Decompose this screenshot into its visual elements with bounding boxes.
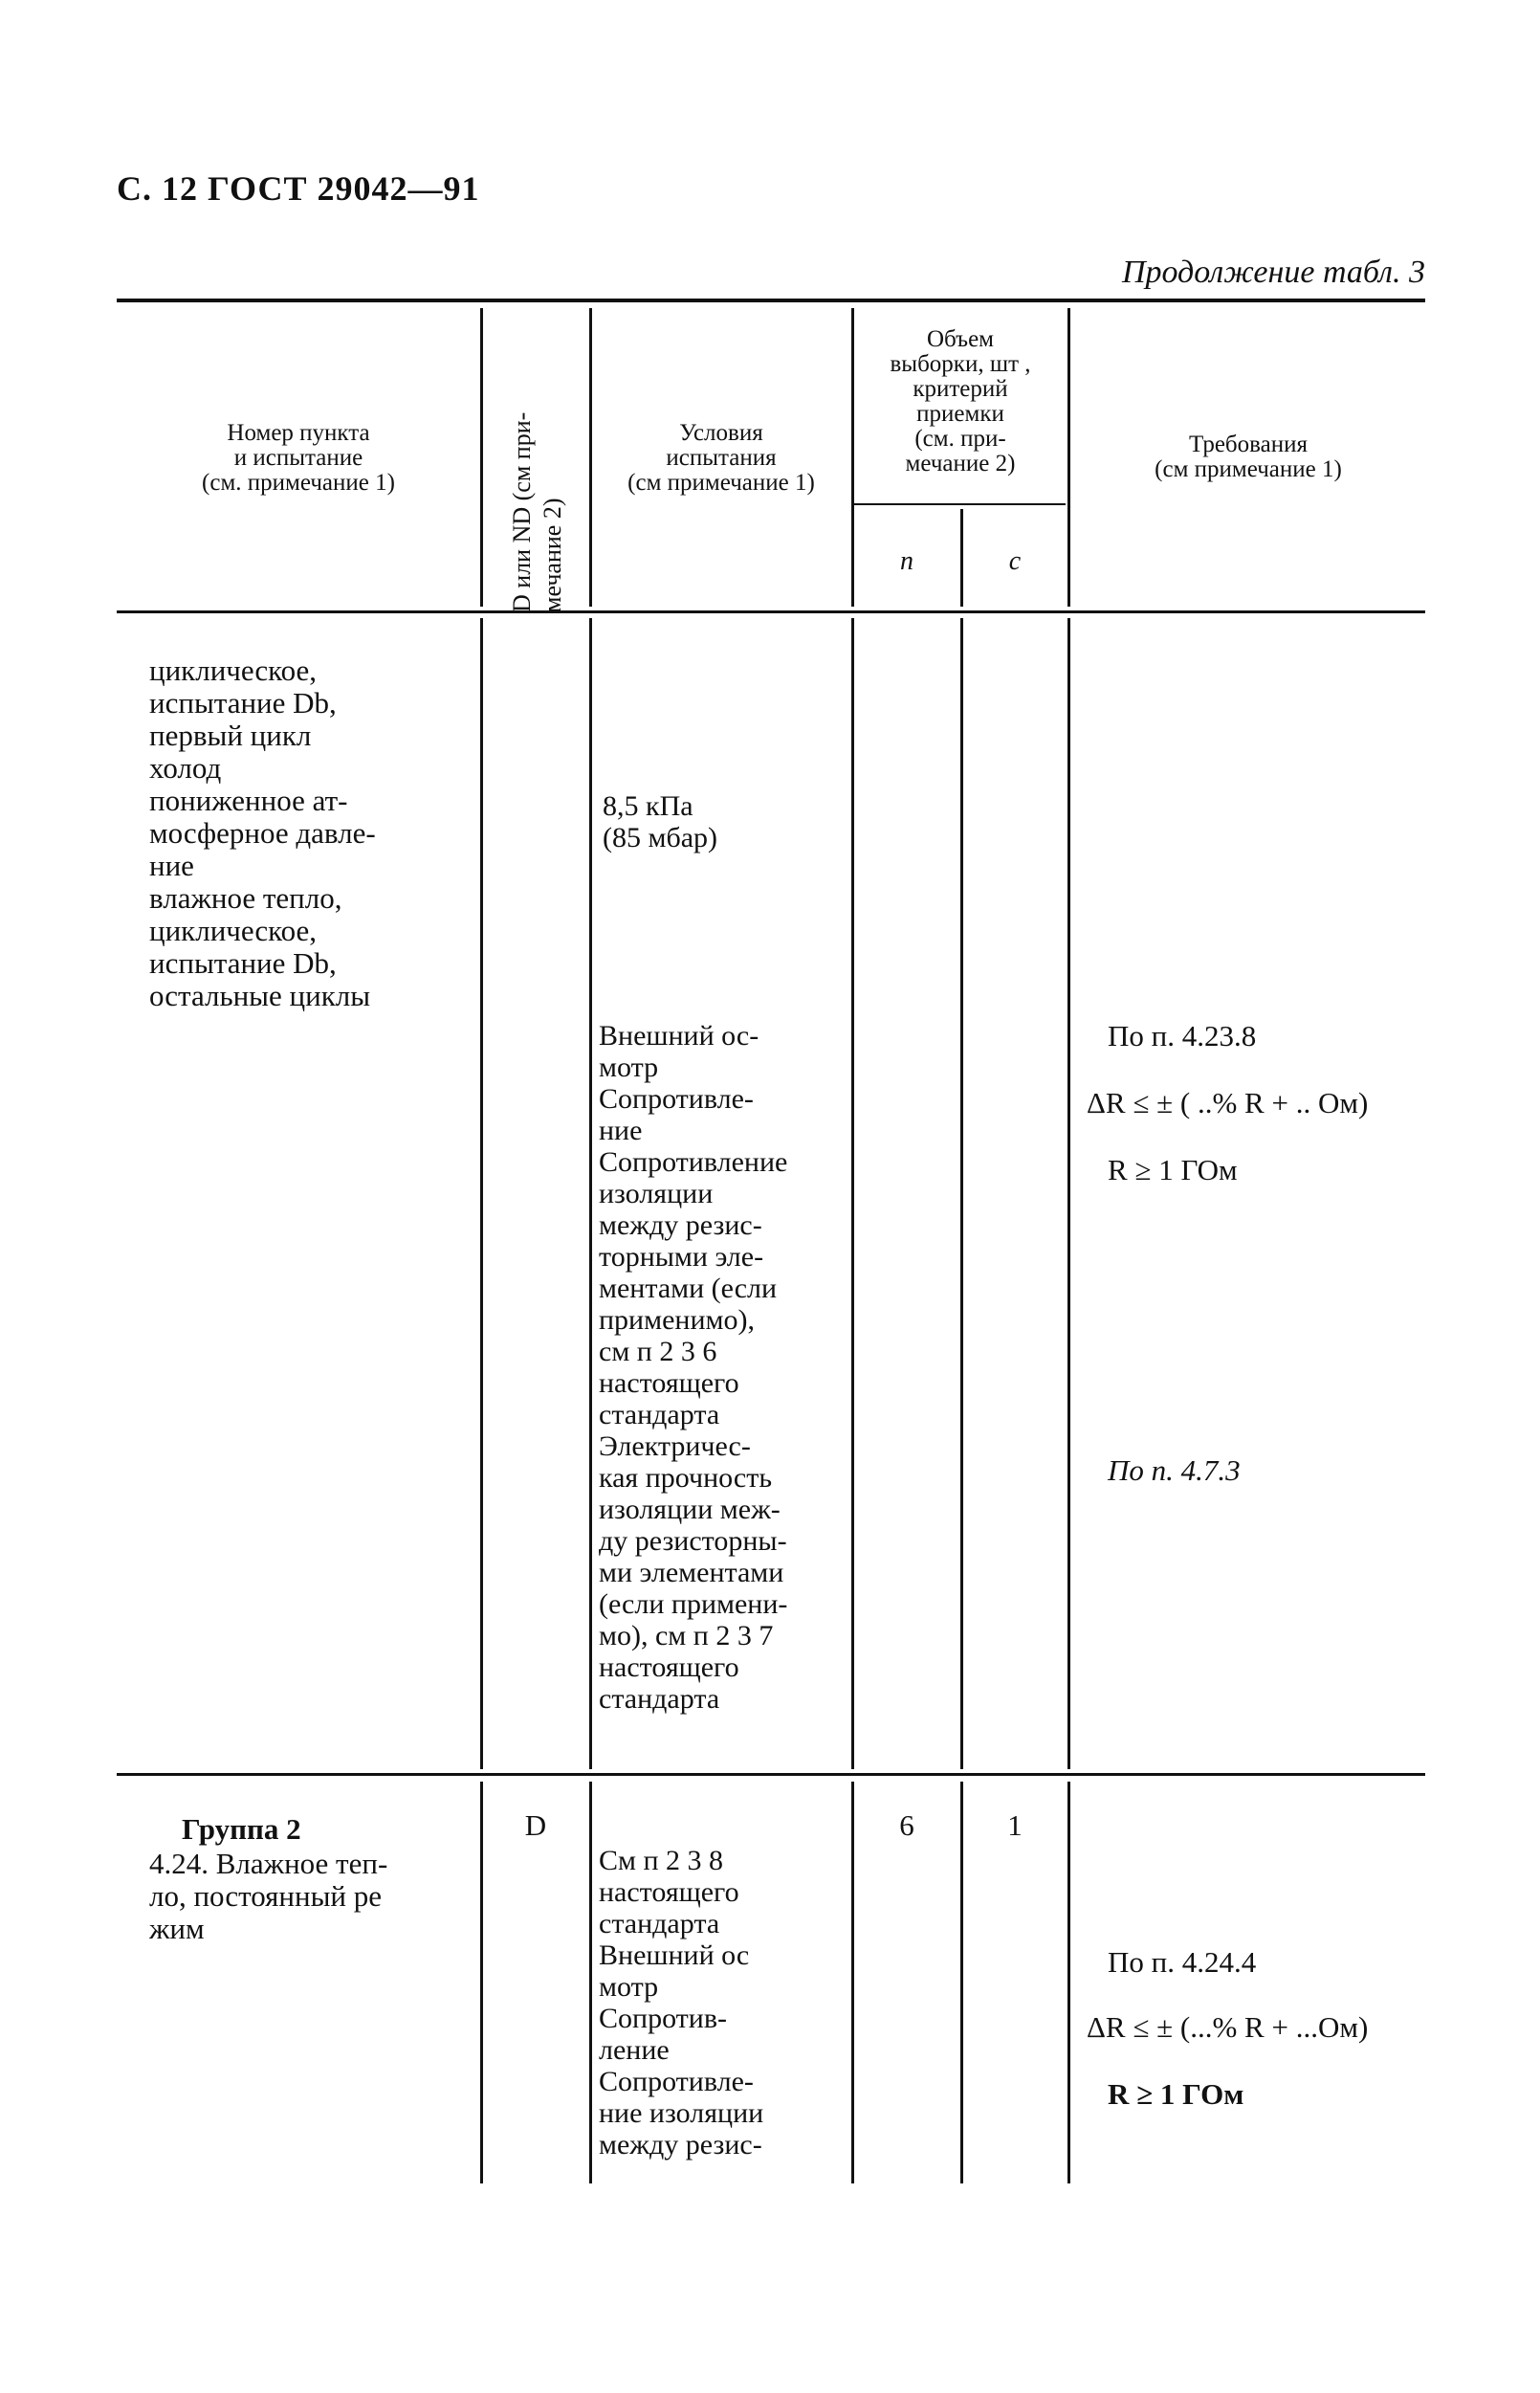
section2-d-value: D — [524, 1808, 547, 1842]
section1-pressure-value: 8,5 кПа (85 мбар) — [603, 790, 718, 853]
section1-req-strength: По п. 4.7.3 — [1108, 1453, 1241, 1487]
section2-req-insulation: R ≥ 1 ГОм — [1108, 2077, 1244, 2111]
col-divider-3-head — [851, 308, 854, 607]
section1-req-insulation: R ≥ 1 ГОм — [1108, 1153, 1238, 1186]
header-test-number: Номер пункта и испытание (см. примечание 1) — [202, 420, 395, 496]
section2-group-label: Группа 2 — [182, 1812, 301, 1846]
section2-c-value: 1 — [1007, 1808, 1023, 1842]
col-divider-3-body — [851, 618, 854, 1769]
section2-n-value: 6 — [899, 1808, 914, 1842]
col-divider-3-body2 — [851, 1782, 854, 2183]
col-divider-5-body2 — [1067, 1782, 1070, 2183]
section-divider-rule — [117, 1773, 1425, 1776]
table-top-rule — [117, 299, 1425, 302]
table-continuation-label: Продолжение табл. 3 — [1121, 255, 1425, 290]
section1-test-description: циклическое, испытание Db, первый цикл холод пониженное ат- мосферное давле- ние влажное тепло, циклическое, испытание Db, остальные циклы — [149, 654, 376, 1012]
col-divider-2-body — [589, 618, 592, 1769]
header-c: c — [1008, 546, 1022, 576]
col-divider-4-body2 — [960, 1782, 963, 2183]
col-divider-1-body2 — [480, 1782, 483, 2183]
col-divider-4-body — [960, 618, 963, 1769]
col-divider-2-head — [589, 308, 592, 607]
header-conditions: Условия испытания (см примечание 1) — [627, 420, 815, 496]
sample-size-subrule — [853, 503, 1066, 505]
page-header: С. 12 ГОСТ 29042—91 — [117, 169, 480, 208]
header-bottom-rule — [117, 610, 1425, 613]
section2-req-resistance: ΔR ≤ ± (...% R + ...Ом) — [1087, 2010, 1369, 2044]
section2-test-description: 4.24. Влажное теп- ло, постоянный ре жим — [149, 1847, 388, 1945]
header-sample-size: Объем выборки, шт , критерий приемки (см. при- мечание 2) — [890, 326, 1031, 476]
section2-req-visual: По п. 4.24.4 — [1108, 1945, 1257, 1979]
section1-conditions: Внешний ос- мотр Сопротивле- ние Сопротивление изоляции между резис- торными эле- ментами (если применимо), см п 2 3 6 настоящего стандарта Электричес- кая прочность изоляции меж- ду резисторны- ми элементами (если примени- мо), см п 2 3 7 настоящего стандарта — [599, 1020, 788, 1715]
col-divider-2-body2 — [589, 1782, 592, 2183]
header-d-nd: D или ND (см при- мечание 2) — [508, 411, 566, 612]
col-divider-5-body — [1067, 618, 1070, 1769]
col-divider-5-head — [1067, 308, 1070, 607]
section1-req-resistance: ΔR ≤ ± ( ..% R + .. Ом) — [1087, 1086, 1369, 1119]
section2-conditions: См п 2 3 8 настоящего стандарта Внешний ос мотр Сопротив- ление Сопротивле- ние изоляции между резис- — [599, 1845, 764, 2160]
header-requirements: Требования (см примечание 1) — [1155, 432, 1342, 482]
col-divider-4-head — [960, 509, 963, 607]
section1-req-visual: По п. 4.23.8 — [1108, 1019, 1257, 1052]
col-divider-1-head — [480, 308, 483, 607]
header-n: n — [900, 546, 913, 576]
